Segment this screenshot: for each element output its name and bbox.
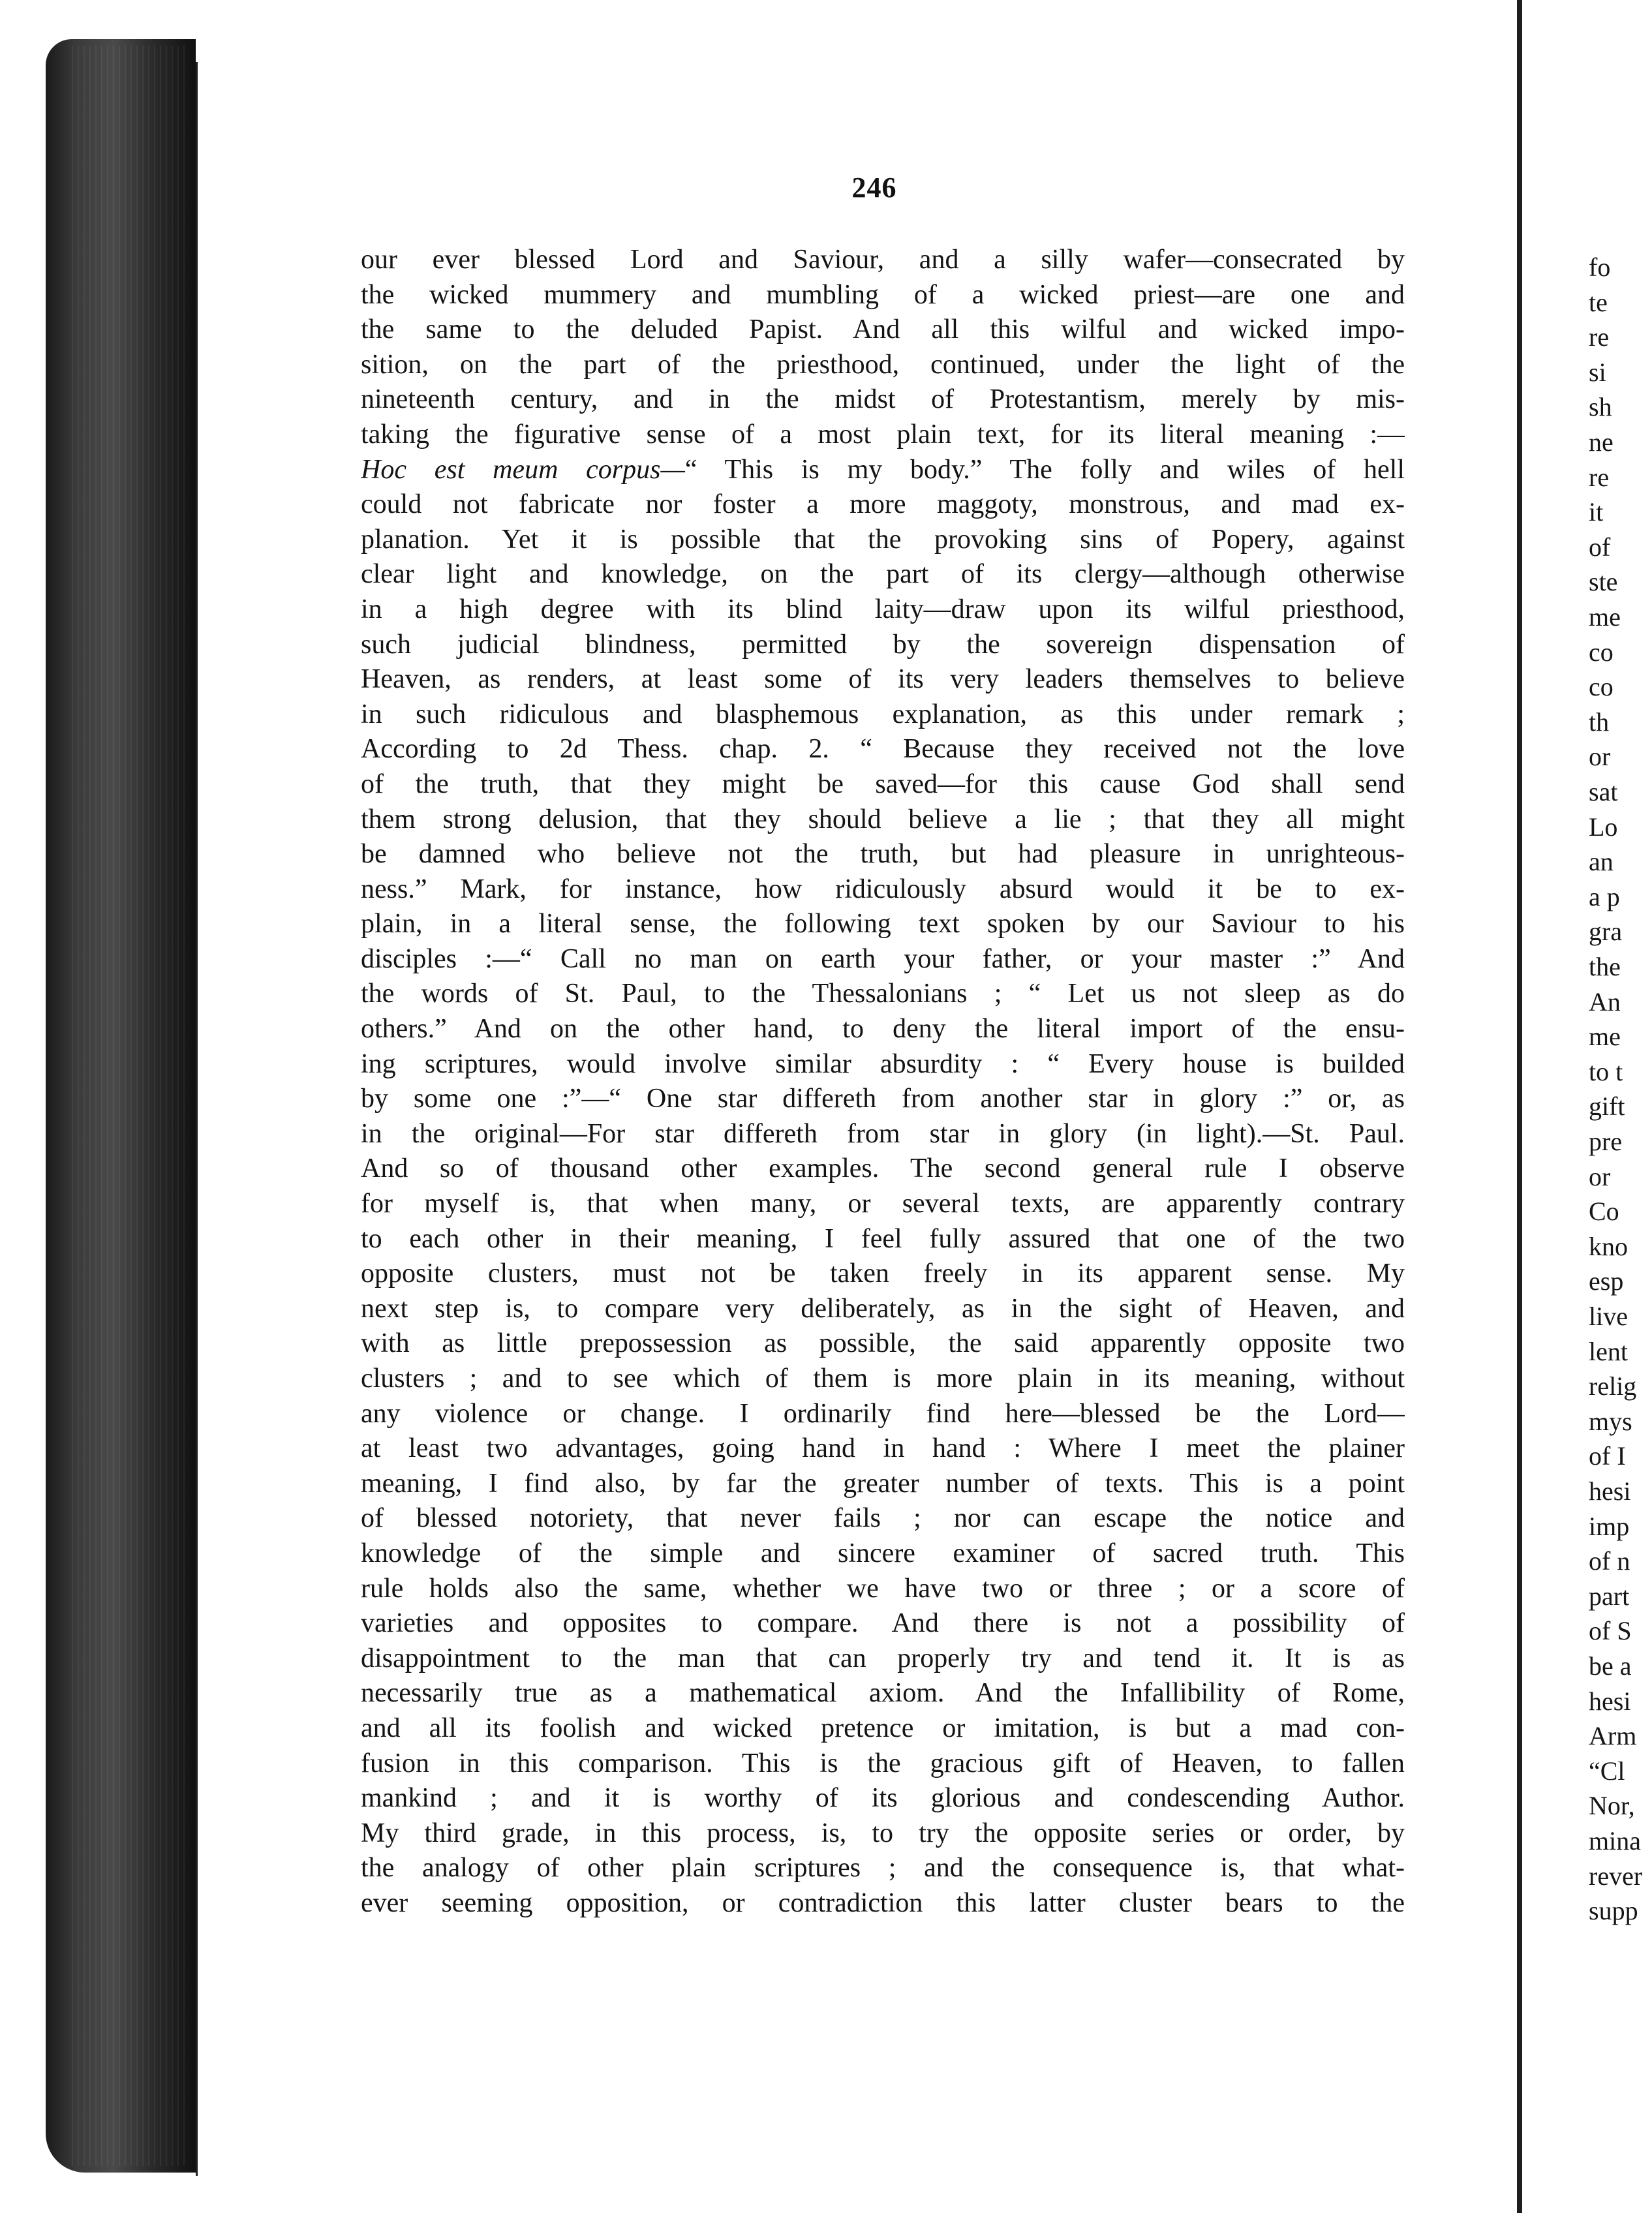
facing-page-line: of S: [1589, 1616, 1632, 1646]
facing-page-line: fo: [1589, 252, 1611, 282]
facing-page-line: or: [1589, 742, 1611, 772]
text-line: the analogy of other plain scriptures ; and the consequence is, that what-: [361, 1853, 1405, 1884]
text-line: in a high degree with its blind laity—draw upon its wilful priesthood,: [361, 594, 1405, 624]
text-line: them strong delusion, that they should believe a lie ; that they all might: [361, 804, 1405, 834]
facing-page-line: Nor,: [1589, 1791, 1635, 1821]
facing-page-line: re: [1589, 322, 1610, 352]
facing-page-line: Arm: [1589, 1721, 1637, 1751]
text-line: [361, 453, 1405, 488]
facing-page-line: ne: [1589, 427, 1614, 457]
text-line: necessarily true as a mathematical axiom. And the Infallibility of Rome,: [361, 1678, 1405, 1709]
text-line: could not fabricate nor foster a more maggoty, monstrous, and mad ex-: [361, 489, 1405, 520]
facing-page-line: part: [1589, 1581, 1630, 1611]
facing-page-line: of: [1589, 532, 1611, 562]
facing-page-line: live: [1589, 1302, 1628, 1331]
text-line: disappointment to the man that can properly try and tend it. It is as: [361, 1643, 1405, 1673]
text-line: plain, in a literal sense, the following text spoken by our Saviour to his: [361, 909, 1405, 939]
facing-page-line: ste: [1589, 567, 1618, 597]
facing-page-line: of n: [1589, 1546, 1630, 1576]
facing-page-line: co: [1589, 637, 1614, 667]
text-line: at least two advantages, going hand in hand : Where I meet the plainer: [361, 1433, 1405, 1464]
text-line: sition, on the part of the priesthood, continued, under the light of the: [361, 349, 1405, 380]
text-line: next step is, to compare very deliberately, as in the sight of Heaven, and: [361, 1293, 1405, 1324]
text-line: in such ridiculous and blasphemous explanation, as this under remark ;: [361, 699, 1405, 729]
facing-page-line: Lo: [1589, 812, 1618, 842]
text-line: the wicked mummery and mumbling of a wicked priest—are one and: [361, 279, 1405, 310]
facing-page-line: sh: [1589, 392, 1612, 422]
text-line: any violence or change. I ordinarily find here—blessed be the Lord—: [361, 1398, 1405, 1429]
latin-phrase: Hoc est meum corpus—: [361, 454, 685, 485]
text-line: be damned who believe not the truth, but had pleasure in unrighteous-: [361, 839, 1405, 870]
text-line: planation. Yet it is possible that the provoking sins of Popery, against: [361, 524, 1405, 555]
page-number: 246: [851, 172, 897, 204]
text-line: of the truth, that they might be saved—for this cause God shall send: [361, 769, 1405, 799]
text-line: varieties and opposites to compare. And there is not a possibility of: [361, 1608, 1405, 1639]
facing-page-line: of I: [1589, 1441, 1626, 1471]
facing-page-line: An: [1589, 986, 1621, 1016]
facing-page-line: relig: [1589, 1371, 1637, 1401]
facing-page-line: mys: [1589, 1406, 1632, 1436]
text-line: nineteenth century, and in the midst of Protestantism, merely by mis-: [361, 384, 1405, 415]
top-margin: [196, 0, 1520, 62]
facing-page-line: co: [1589, 672, 1614, 702]
text-line: disciples :—“ Call no man on earth your father, or your master :” And: [361, 943, 1405, 974]
facing-page-line: Co: [1589, 1197, 1619, 1227]
facing-page-line: re: [1589, 462, 1610, 492]
text-line: taking the figurative sense of a most plain text, for its literal meaning :—: [361, 419, 1405, 450]
page-body-text: [361, 243, 1405, 1921]
text-line: and all its foolish and wicked pretence or imitation, is but a mad con-: [361, 1713, 1405, 1743]
facing-page-line: me: [1589, 602, 1621, 632]
facing-page-line: kno: [1589, 1231, 1628, 1261]
text-line: ing scriptures, would involve similar absurdity : “ Every house is builded: [361, 1048, 1405, 1079]
text-line-rest: “ This is my body.” The folly and wiles of hell: [684, 454, 1405, 485]
text-line: ness.” Mark, for instance, how ridiculously absurd would it be to ex-: [361, 874, 1405, 904]
facing-page-line: supp: [1589, 1896, 1638, 1926]
facing-page-line: an: [1589, 847, 1614, 877]
text-line: According to 2d Thess. chap. 2. “ Because they received not the love: [361, 734, 1405, 765]
facing-page-line: si: [1589, 357, 1606, 387]
facing-page-line: me: [1589, 1022, 1621, 1052]
facing-page-line: gra: [1589, 917, 1623, 947]
text-line: by some one :”—“ One star differeth from another star in glory :” or, as: [361, 1084, 1405, 1114]
facing-page-line: or: [1589, 1161, 1611, 1191]
facing-page-line: a p: [1589, 881, 1620, 911]
text-line: opposite clusters, must not be taken freely in its apparent sense. My: [361, 1259, 1405, 1289]
text-line: the words of St. Paul, to the Thessalonians ; “ Let us not sleep as do: [361, 979, 1405, 1009]
text-line: the same to the deluded Papist. And all this wilful and wicked impo-: [361, 314, 1405, 345]
facing-page-line: te: [1589, 287, 1608, 317]
facing-page-line: imp: [1589, 1511, 1630, 1541]
text-line: our ever blessed Lord and Saviour, and a silly wafer—consecrated by: [361, 245, 1405, 275]
text-line: for myself is, that when many, or several texts, are apparently contrary: [361, 1189, 1405, 1219]
text-line: meaning, I find also, by far the greater number of texts. This is a point: [361, 1468, 1405, 1499]
facing-page-line: be a: [1589, 1651, 1632, 1681]
text-line: clusters ; and to see which of them is more plain in its meaning, without: [361, 1364, 1405, 1394]
book-gutter: [1517, 0, 1522, 2213]
text-line: Heaven, as renders, at least some of its very leaders themselves to believe: [361, 664, 1405, 695]
facing-page-line: th: [1589, 707, 1610, 737]
facing-page-line: gift: [1589, 1091, 1625, 1122]
text-line: rule holds also the same, whether we have two or three ; or a score of: [361, 1573, 1405, 1604]
text-line: others.” And on the other hand, to deny the literal import of the ensu-: [361, 1014, 1405, 1045]
facing-page-line: hesi: [1589, 1476, 1631, 1506]
text-line: My third grade, in this process, is, to try the opposite series or order, by: [361, 1818, 1405, 1848]
text-line: with as little prepossession as possible, the said apparently opposite two: [361, 1328, 1405, 1359]
facing-page-line: the: [1589, 952, 1621, 981]
text-line: mankind ; and it is worthy of its glorious and condescending Author.: [361, 1783, 1405, 1814]
text-line: clear light and knowledge, on the part of its clergy—although otherwise: [361, 559, 1405, 590]
facing-page-line: “Cl: [1589, 1756, 1625, 1786]
facing-page-line: sat: [1589, 777, 1618, 806]
text-line: fusion in this comparison. This is the gracious gift of Heaven, to fallen: [361, 1748, 1405, 1778]
facing-page-line: esp: [1589, 1266, 1624, 1296]
text-line: in the original—For star differeth from star in glory (in light).—St. Paul.: [361, 1118, 1405, 1149]
text-line: knowledge of the simple and sincere examiner of sacred truth. This: [361, 1538, 1405, 1568]
facing-page-line: pre: [1589, 1127, 1623, 1156]
text-line: to each other in their meaning, I feel fully assured that one of the two: [361, 1223, 1405, 1254]
facing-page-line: it: [1589, 497, 1604, 527]
text-line: such judicial blindness, permitted by the sovereign dispensation of: [361, 629, 1405, 660]
facing-page-line: rever: [1589, 1861, 1643, 1891]
text-line: And so of thousand other examples. The second general rule I observe: [361, 1153, 1405, 1184]
facing-page-line: lent: [1589, 1336, 1628, 1366]
text-line: ever seeming opposition, or contradiction this latter cluster bears to the: [361, 1887, 1405, 1918]
facing-page-line: to t: [1589, 1056, 1623, 1086]
page-edge-lines: [72, 46, 189, 2166]
text-line: of blessed notoriety, that never fails ; nor can escape the notice and: [361, 1503, 1405, 1534]
facing-page-line: hesi: [1589, 1686, 1631, 1716]
facing-page-line: mina: [1589, 1826, 1641, 1855]
